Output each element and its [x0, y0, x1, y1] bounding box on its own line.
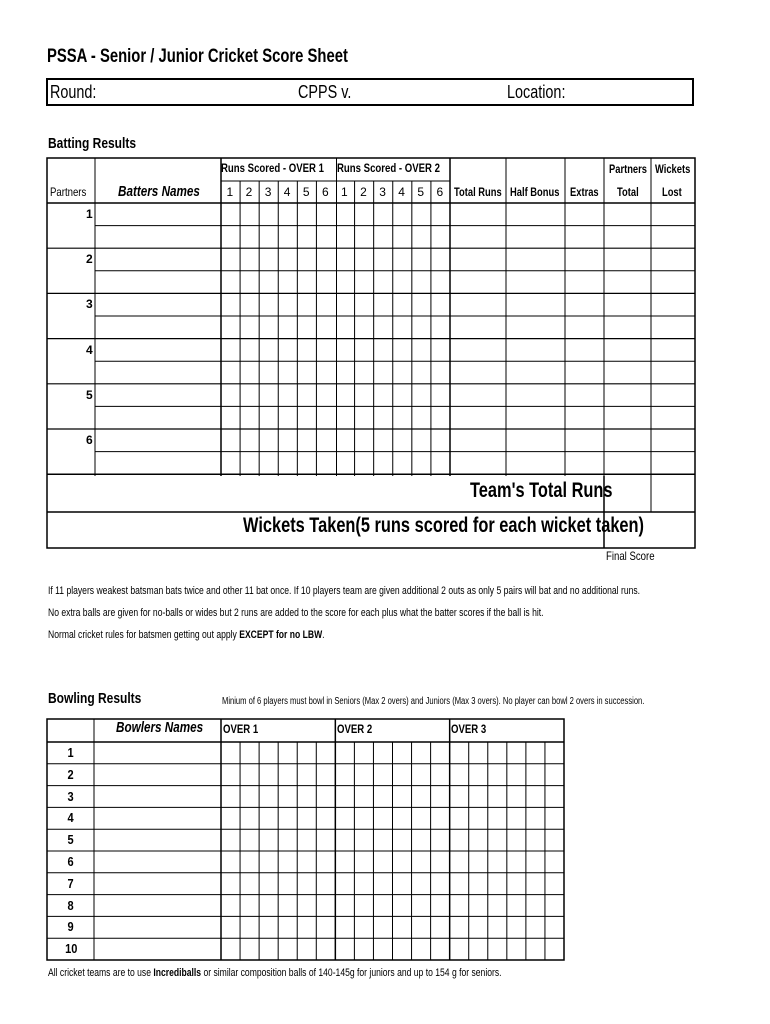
ball-number-label: 4 — [398, 185, 405, 199]
footer-note — [48, 967, 502, 979]
batting-section-title: Batting Results — [48, 135, 137, 152]
bowler-row-number: 6 — [67, 854, 74, 869]
wickets-lost-header-top: Wickets — [655, 162, 691, 176]
partner-pair-number: 1 — [86, 207, 93, 221]
partner-pair-number: 6 — [86, 433, 93, 447]
wickets-lost-header-bottom: Lost — [662, 185, 682, 199]
bowling-section-title: Bowling Results — [48, 690, 142, 707]
rule-note-1: If 11 players weakest batsman bats twice and other 11 bat once. If 10 players team are given additional 2 outs as only 5 pairs will bat and no additional runs. — [48, 585, 641, 597]
bowler-row-number: 4 — [67, 810, 74, 826]
cpps-label: CPPS v. — [298, 82, 352, 102]
round-label: Round: — [50, 82, 97, 102]
rule-note-2: No extra balls are given for no-balls or wides but 2 runs are added to the score for each plus what the batter scores if the ball is hit. — [48, 607, 544, 619]
partner-pair-number: 5 — [86, 387, 93, 402]
final-score-label: Final Score — [606, 549, 655, 563]
half-bonus-header: Half Bonus — [510, 185, 560, 199]
footer-brand: Incrediballs — [153, 967, 202, 979]
bowler-row-number: 2 — [67, 766, 74, 782]
ball-number-label: 2 — [360, 185, 367, 199]
ball-number-label: 6 — [321, 185, 329, 199]
bowler-row-number: 9 — [67, 919, 74, 935]
bowler-row-number: 10 — [65, 941, 78, 957]
bowling-over3-header: OVER 3 — [451, 722, 487, 736]
ball-number-label: 1 — [226, 185, 234, 199]
bowling-note: Minium of 6 players must bowl in Seniors (Max 2 overs) and Juniors (Max 3 overs). No player can bowl 2 overs in succession. — [222, 696, 645, 707]
over1-header: Runs Scored - OVER 1 — [221, 161, 324, 175]
partner-pair-number: 3 — [86, 297, 93, 312]
location-label: Location: — [507, 82, 566, 102]
bowling-table-frame — [47, 719, 564, 960]
bowling-over1-header: OVER 1 — [223, 722, 259, 736]
bowler-row-number: 3 — [67, 788, 74, 804]
over2-header: Runs Scored - OVER 2 — [337, 161, 440, 175]
partner-pair-number: 4 — [86, 342, 93, 357]
partner-pair-number: 2 — [86, 252, 93, 267]
rule-note-3-end: . — [322, 629, 325, 641]
partners-total-header-bottom: Total — [617, 185, 639, 199]
rule-note-3-text: Normal cricket rules for batsmen getting out apply — [48, 629, 240, 641]
ball-number-label: 3 — [379, 185, 386, 199]
wickets-taken-label: Wickets Taken(5 runs scored for each wicket taken) — [243, 514, 645, 537]
footer-text-end: or similar composition balls of 140-145g for juniors and up to 154 g for seniors. — [201, 967, 502, 979]
partners-header: Partners — [50, 185, 87, 199]
total-runs-header: Total Runs — [454, 185, 502, 199]
ball-number-label: 1 — [341, 185, 348, 199]
ball-number-label: 3 — [264, 185, 272, 199]
partners-total-header-top: Partners — [609, 162, 647, 176]
bowler-row-number: 8 — [67, 897, 74, 913]
bowler-row-number: 7 — [67, 875, 74, 891]
ball-number-label: 5 — [417, 185, 425, 199]
bowlers-names-header: Bowlers Names — [116, 719, 204, 736]
bowler-row-number: 1 — [67, 745, 74, 760]
batters-names-header: Batters Names — [118, 183, 200, 200]
page-title: PSSA - Senior / Junior Cricket Score Sheet — [47, 46, 348, 67]
ball-number-label: 4 — [283, 185, 291, 199]
ball-number-label: 5 — [302, 185, 310, 199]
bowling-over2-header: OVER 2 — [337, 722, 373, 736]
bowler-row-number: 5 — [67, 832, 74, 848]
ball-number-label: 6 — [436, 185, 444, 199]
rule-note-3-bold: EXCEPT for no LBW — [239, 629, 323, 641]
ball-number-label: 2 — [245, 185, 253, 199]
footer-text: All cricket teams are to use — [48, 967, 154, 979]
team-total-runs-label: Team's Total Runs — [470, 479, 613, 502]
extras-header: Extras — [570, 185, 599, 199]
